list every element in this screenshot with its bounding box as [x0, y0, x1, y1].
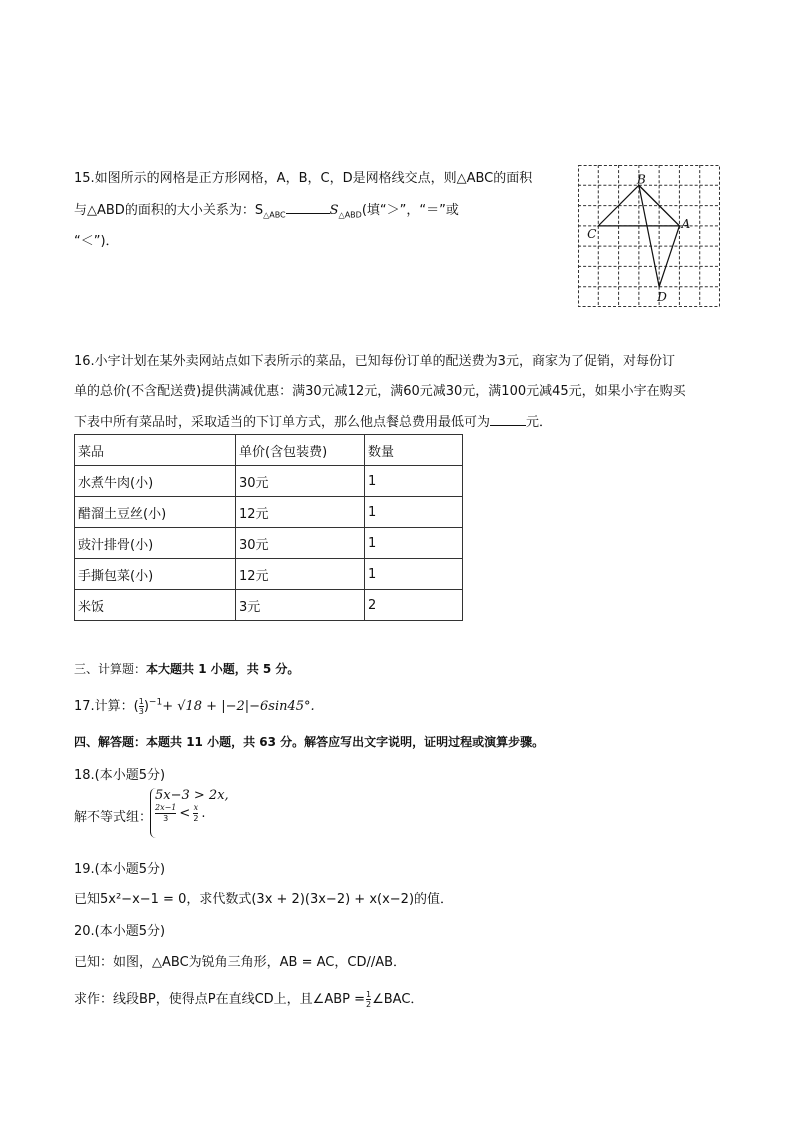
q20-head: 20.(本小题5分) — [74, 924, 166, 939]
q15-sub1: △ABC — [263, 210, 286, 220]
label-a: A — [681, 216, 691, 231]
q20-text: 求作：线段BP，使得点P在直线CD上，且∠ABP = — [74, 992, 366, 1007]
q17-text: 17.计算：( — [74, 699, 139, 714]
q17-exp: −1 — [148, 697, 163, 708]
frac-num: 1 — [366, 990, 372, 999]
cell: 米饭 — [75, 590, 236, 621]
table-row — [75, 497, 463, 528]
q16-line1: 16.小宇计划在某外卖网站点如下表所示的菜品，已知每份订单的配送费为3元，商家为了促销，对每份订 — [74, 354, 675, 369]
answer-blank — [490, 425, 526, 426]
q15-line2 — [74, 199, 459, 220]
cell: 12元 — [236, 497, 365, 528]
cell: 水煮牛肉(小) — [75, 466, 236, 497]
section-3-heading — [74, 660, 299, 677]
cell: 1 — [365, 497, 463, 528]
cell: 2 — [365, 590, 463, 621]
cell: 醋溜土豆丝(小) — [75, 497, 236, 528]
q16-text: 下表中所有菜品时，采取适当的下订单方式，那么他点餐总费用最低可为 — [74, 415, 491, 430]
cell: 1 — [365, 559, 463, 590]
header-cell: 数量 — [365, 435, 463, 466]
cell: 30元 — [236, 528, 365, 559]
grid-figure — [578, 165, 720, 307]
q15-text: 与△ABD的面积的大小关系为：S — [74, 203, 264, 218]
q17-expr: + √18 + |−2|−6sin45°. — [162, 699, 315, 714]
q20-given: 已知：如图，△ABC为锐角三角形，AB = AC，CD//AB． — [74, 955, 407, 970]
table-header — [75, 435, 463, 466]
label-c: C — [587, 227, 597, 242]
section-label: 三、计算题： — [74, 662, 147, 676]
q16-unit: 元． — [526, 415, 553, 430]
q19-text: 已知5x²−x−1 = 0，求代数式(3x + 2)(3x−2) + x(x−2)的值． — [74, 892, 454, 907]
cell: 豉汁排骨(小) — [75, 528, 236, 559]
header-cell: 菜品 — [75, 435, 236, 466]
q18-head: 18.(本小题5分) — [74, 768, 166, 783]
q15-text2: (填“＞”，“＝”或 — [361, 203, 459, 218]
header-cell: 单价(含包装费) — [236, 435, 365, 466]
frac-num: 2x−1 — [155, 803, 177, 812]
cell: 1 — [365, 528, 463, 559]
q17-paren: ) — [143, 699, 149, 714]
q16-line3 — [74, 411, 552, 430]
q18-system — [150, 788, 229, 838]
frac-num: x — [193, 803, 199, 812]
frac-den: 2 — [193, 814, 199, 823]
q15-line3: “＜”)． — [74, 234, 119, 249]
label-d: D — [657, 289, 667, 304]
q17 — [74, 695, 315, 716]
q20-task — [74, 988, 423, 1009]
period: . — [201, 806, 206, 821]
section-desc: 本题共 11 小题，共 63 分。解答应写出文字说明，证明过程或演算步骤。 — [146, 735, 545, 749]
table-row — [75, 590, 463, 621]
table-row — [75, 466, 463, 497]
q20-text2: ∠BAC． — [372, 992, 424, 1007]
less-than: < — [179, 806, 191, 821]
q19-head: 19.(本小题5分) — [74, 862, 166, 877]
section-desc: 本大题共 1 小题，共 5 分。 — [146, 662, 300, 676]
frac-den: 2 — [366, 1000, 372, 1009]
cell: 3元 — [236, 590, 365, 621]
q15-s: S — [329, 203, 339, 218]
answer-blank — [286, 213, 330, 214]
inequality-1: 5x−3 > 2x, — [155, 788, 229, 803]
section-4-heading — [74, 733, 544, 750]
cell: 30元 — [236, 466, 365, 497]
cell: 12元 — [236, 559, 365, 590]
table-row — [75, 559, 463, 590]
table-row — [75, 528, 463, 559]
q16-line2: 单的总价(不含配送费)提供满减优惠：满30元减12元，满60元减30元，满100元减45元，如果小宇在购买 — [74, 384, 686, 399]
cell: 1 — [365, 466, 463, 497]
frac-num: 1 — [138, 697, 144, 706]
label-b: B — [636, 172, 646, 187]
menu-table — [74, 434, 463, 621]
cell: 手撕包菜(小) — [75, 559, 236, 590]
q18-label: 解不等式组： — [74, 810, 153, 825]
frac-den: 3 — [138, 707, 144, 716]
q15-sub2: △ABD — [338, 210, 362, 220]
section-label: 四、解答题： — [74, 735, 147, 749]
q15-line1: 15.如图所示的网格是正方形网格，A，B，C，D是网格线交点，则△ABC的面积 — [74, 171, 533, 186]
frac-den: 3 — [163, 814, 169, 823]
